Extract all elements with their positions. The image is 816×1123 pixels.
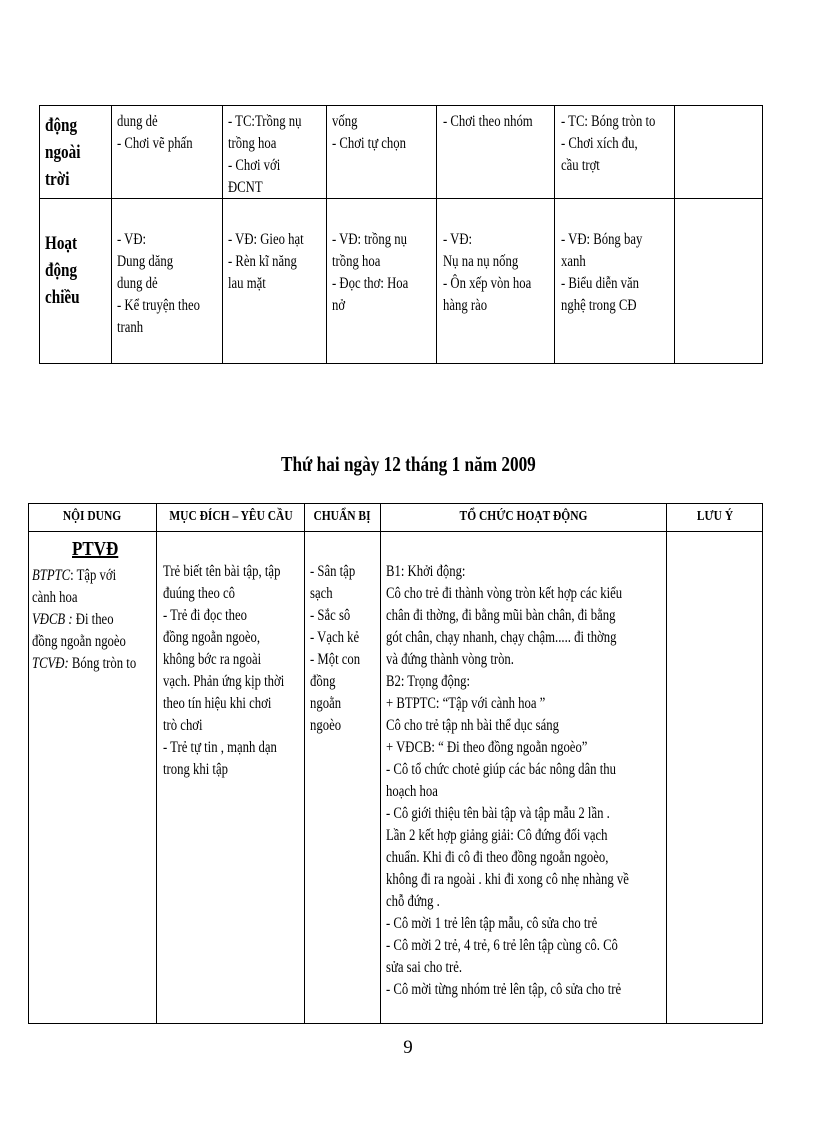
cell-text: - VĐ: Dung dăng dung dẻ - Kể truyện theo tranh [117, 231, 200, 336]
content-item-text: Đi theo đồng ngoằn ngoèo [32, 611, 126, 650]
cell-text: - VĐ: trồng nụ trồng hoa - Đọc thơ: Hoa nở [332, 231, 409, 314]
content-item-text: Bóng tròn to [68, 655, 137, 672]
header-activity: TỔ CHỨC HOẠT ĐỘNG [459, 509, 588, 524]
cell-text: vống - Chơi tự chọn [332, 113, 406, 152]
cell-text: dung dẻ - Chơi vẽ phấn [117, 113, 193, 152]
table-cell [675, 199, 763, 364]
purpose-text: Trẻ biết tên bài tập, tập đuúng theo cô - Trẻ đi đọc theo đồng ngoằn ngoèo, không bớc ra ngoài vạch. Phản ứng kịp thời theo tín hiệu khi chơi trò chơi - Trẻ tự tin , mạnh dạn trong khi tập [163, 563, 285, 778]
content-items [32, 565, 136, 675]
page-number: 9 [403, 1037, 413, 1058]
content-item-label: BTPTC [32, 567, 71, 584]
cell-text: - TC:Trồng nụ trồng hoa - Chơi với ĐCNT [228, 113, 302, 196]
activity-text: B1: Khởi động: Cô cho trẻ đi thành vòng tròn kết hợp các kiểu chân đi thờng, đi bằng mũi bàn chân, đi bằng gót chân, chạy nhanh, chạy chậm..... đi thờng và đứng thành vòng tròn. B2: Trọng động: + BTPTC: “Tập với cành hoa ” Cô cho trẻ tập nh bài thể dục sáng + VĐCB: “ Đi theo đồng ngoằn ngoèo” - Cô tổ chức chotẻ giúp các bác nông dân thu hoạch hoa - Cô giới thiệu tên bài tập và tập mẫu 2 lần . Lần 2 kết hợp giảng giải: Cô đứng đối vạch chuẩn. Khi đi cô đi theo đồng ngoằn ngoèo, không đi ra ngoài . khi đi xong cô nhẹ nhàng về chỗ đứng . - Cô mời 1 trẻ lên tập mẫu, cô sửa cho trẻ - Cô mời 2 trẻ, 4 trẻ, 6 trẻ lên tập cùng cô. Cô sửa sai cho trẻ. - Cô mời từng nhóm trẻ lên tập, cô sửa cho trẻ [386, 563, 629, 998]
content-item-text: : Tập với cành hoa [32, 567, 117, 606]
header-purpose: MỤC ĐÍCH – YÊU CẦU [169, 509, 293, 524]
row-label-afternoon: Hoạt động chiều [45, 233, 80, 308]
row-label-outdoor: động ngoài trời [45, 115, 81, 190]
header-preparation: CHUẨN BỊ [313, 509, 371, 524]
cell-text: - VĐ: Gieo hạt - Rèn kĩ năng lau mặt [228, 231, 304, 292]
cell-text: - TC: Bóng tròn to - Chơi xích đu, cầu trợt [561, 113, 656, 174]
table-cell [675, 106, 763, 199]
header-content: NỘI DUNG [62, 509, 122, 524]
cell-text: - Chơi theo nhóm [443, 113, 533, 130]
notes-cell [667, 532, 763, 1024]
subject-heading: PTVĐ [72, 538, 119, 560]
cell-text: - VĐ: Nụ na nụ nống - Ôn xếp vòn hoa hàng rào [443, 231, 532, 314]
content-item-label: VĐCB : [32, 611, 73, 628]
day-title: Thứ hai ngày 12 tháng 1 năm 2009 [280, 452, 536, 476]
content-item-label: TCVĐ: [32, 655, 69, 672]
cell-text: - VĐ: Bóng bay xanh - Biểu diễn văn nghệ trong CĐ [561, 231, 643, 314]
header-notes: LƯU Ý [696, 509, 734, 524]
preparation-text: - Sân tập sạch - Sắc sô - Vạch kẻ - Một con đồng ngoằn ngoèo [310, 563, 361, 734]
